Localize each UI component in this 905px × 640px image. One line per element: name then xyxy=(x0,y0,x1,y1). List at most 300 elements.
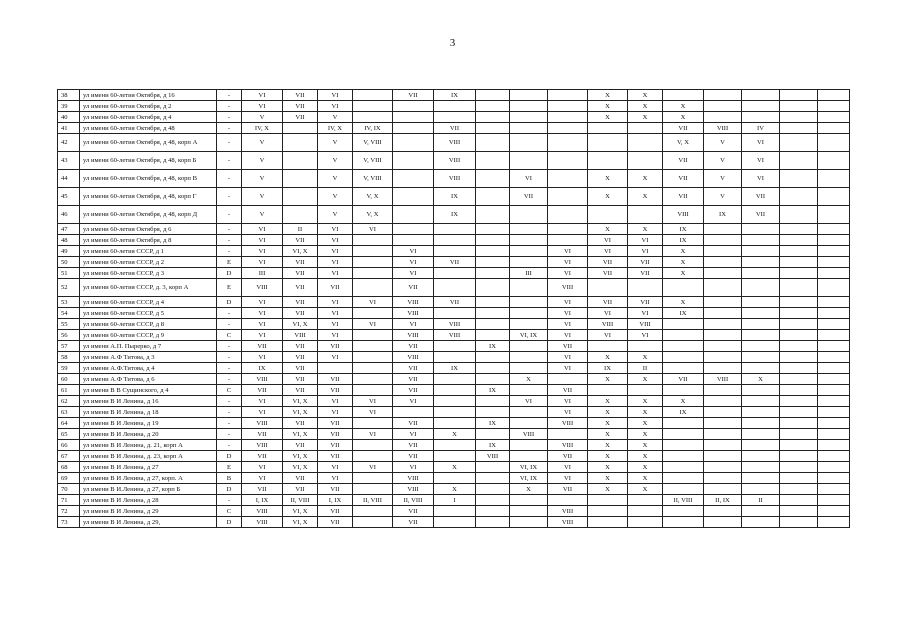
value-cell xyxy=(510,363,548,374)
row-number: 51 xyxy=(58,268,80,279)
address-cell: ул имени 60-летия Октября, д 48, корп Д xyxy=(80,206,217,224)
value-cell xyxy=(742,246,780,257)
value-cell xyxy=(663,341,704,352)
address-cell: ул имени В И Ленина, д 18 xyxy=(80,407,217,418)
value-cell: I, IX xyxy=(318,495,353,506)
value-cell xyxy=(353,268,393,279)
value-cell: VI xyxy=(242,224,283,235)
address-cell: ул имени В И Ленина, д 29 xyxy=(80,506,217,517)
value-cell xyxy=(704,440,742,451)
value-cell: X xyxy=(663,297,704,308)
value-cell: VIII xyxy=(434,330,476,341)
empty-cell xyxy=(818,152,850,170)
value-cell: V xyxy=(242,170,283,188)
empty-cell xyxy=(818,123,850,134)
value-cell: VII xyxy=(742,188,780,206)
empty-cell xyxy=(818,495,850,506)
value-cell: X xyxy=(588,188,628,206)
empty-cell xyxy=(780,257,818,268)
value-cell xyxy=(353,246,393,257)
empty-cell xyxy=(818,429,850,440)
address-cell: ул имени В И Ленина, д 29, xyxy=(80,517,217,528)
value-cell: VI, IX xyxy=(510,462,548,473)
value-cell: VIII xyxy=(393,352,434,363)
value-cell xyxy=(434,374,476,385)
value-cell xyxy=(548,206,588,224)
value-cell: X xyxy=(588,473,628,484)
address-cell: ул имени В И Ленина, д 27, корп. А xyxy=(80,473,217,484)
table-row xyxy=(58,152,850,170)
value-cell: VII xyxy=(242,341,283,352)
value-cell: VII xyxy=(283,484,318,495)
value-cell: I xyxy=(434,495,476,506)
address-cell: ул имени В И Ленина, д 20 xyxy=(80,429,217,440)
value-cell: VII xyxy=(242,429,283,440)
value-cell xyxy=(588,123,628,134)
value-cell: VII xyxy=(393,517,434,528)
value-cell xyxy=(353,374,393,385)
value-cell: VI xyxy=(548,462,588,473)
value-cell xyxy=(704,396,742,407)
value-cell xyxy=(663,517,704,528)
value-cell: - xyxy=(217,206,242,224)
empty-cell xyxy=(818,224,850,235)
value-cell xyxy=(283,170,318,188)
value-cell: X xyxy=(628,396,663,407)
value-cell: X xyxy=(628,418,663,429)
value-cell xyxy=(434,440,476,451)
table-row xyxy=(58,396,850,407)
value-cell xyxy=(510,385,548,396)
value-cell: VI xyxy=(242,101,283,112)
value-cell xyxy=(510,206,548,224)
value-cell: V xyxy=(242,206,283,224)
empty-cell xyxy=(818,363,850,374)
value-cell xyxy=(476,101,510,112)
value-cell: X xyxy=(588,396,628,407)
table-row xyxy=(58,112,850,123)
value-cell: VII xyxy=(548,385,588,396)
value-cell: VII xyxy=(318,440,353,451)
value-cell: - xyxy=(217,134,242,152)
table-row xyxy=(58,363,850,374)
empty-cell xyxy=(818,407,850,418)
value-cell: VI xyxy=(588,235,628,246)
value-cell: IX xyxy=(434,188,476,206)
table-row xyxy=(58,235,850,246)
value-cell xyxy=(510,134,548,152)
value-cell xyxy=(742,257,780,268)
value-cell: V xyxy=(318,170,353,188)
empty-cell xyxy=(818,418,850,429)
value-cell: IX xyxy=(242,363,283,374)
value-cell xyxy=(283,206,318,224)
value-cell: B xyxy=(217,473,242,484)
value-cell: V, X xyxy=(663,134,704,152)
value-cell: VI xyxy=(318,407,353,418)
value-cell: VI, X xyxy=(283,396,318,407)
value-cell: V xyxy=(318,206,353,224)
value-cell: VIII xyxy=(434,152,476,170)
value-cell xyxy=(476,462,510,473)
value-cell: X xyxy=(434,429,476,440)
value-cell: VIII xyxy=(242,418,283,429)
value-cell: IV, IX xyxy=(353,123,393,134)
empty-cell xyxy=(818,170,850,188)
table-row xyxy=(58,188,850,206)
empty-cell xyxy=(818,134,850,152)
value-cell: IX xyxy=(663,224,704,235)
value-cell xyxy=(353,517,393,528)
value-cell xyxy=(434,235,476,246)
value-cell xyxy=(510,297,548,308)
address-cell: ул имени 60-летия Октября, д 16 xyxy=(80,90,217,101)
value-cell: VI xyxy=(242,462,283,473)
value-cell: VII xyxy=(242,484,283,495)
value-cell xyxy=(510,407,548,418)
value-cell: V xyxy=(704,188,742,206)
value-cell: V, X xyxy=(353,188,393,206)
table-row xyxy=(58,495,850,506)
value-cell: VII xyxy=(434,123,476,134)
value-cell: IX xyxy=(434,363,476,374)
empty-cell xyxy=(818,297,850,308)
value-cell xyxy=(704,506,742,517)
value-cell: VI xyxy=(318,257,353,268)
value-cell: - xyxy=(217,407,242,418)
row-number: 71 xyxy=(58,495,80,506)
value-cell: IX xyxy=(704,206,742,224)
value-cell xyxy=(742,268,780,279)
table-row xyxy=(58,319,850,330)
row-number: 54 xyxy=(58,308,80,319)
value-cell xyxy=(393,170,434,188)
empty-cell xyxy=(780,473,818,484)
value-cell: X xyxy=(628,429,663,440)
value-cell: VI xyxy=(510,396,548,407)
value-cell: VII xyxy=(283,268,318,279)
value-cell: D xyxy=(217,268,242,279)
value-cell xyxy=(393,134,434,152)
value-cell: X xyxy=(588,484,628,495)
value-cell: VII xyxy=(318,517,353,528)
value-cell: VIII xyxy=(283,330,318,341)
value-cell: V xyxy=(318,134,353,152)
table-row xyxy=(58,268,850,279)
value-cell xyxy=(434,268,476,279)
value-cell: C xyxy=(217,506,242,517)
address-cell: ул имени 60-летия Октября, д 8 xyxy=(80,235,217,246)
row-number: 68 xyxy=(58,462,80,473)
value-cell xyxy=(434,341,476,352)
row-number: 56 xyxy=(58,330,80,341)
value-cell xyxy=(742,224,780,235)
value-cell xyxy=(704,112,742,123)
value-cell: VII xyxy=(283,385,318,396)
value-cell: X xyxy=(588,451,628,462)
address-cell: ул имени В И Ленина, д 28 xyxy=(80,495,217,506)
value-cell xyxy=(704,352,742,363)
value-cell: - xyxy=(217,352,242,363)
value-cell xyxy=(353,308,393,319)
value-cell: - xyxy=(217,440,242,451)
value-cell: X xyxy=(588,90,628,101)
table-row xyxy=(58,123,850,134)
address-cell: ул имени 60-летия Октября, д 48, корп Г xyxy=(80,188,217,206)
value-cell: VI xyxy=(548,319,588,330)
address-cell: ул имени 60-летия Октября, д 48, корп В xyxy=(80,170,217,188)
address-cell: ул имени В И Ленина, д 19 xyxy=(80,418,217,429)
value-cell xyxy=(548,152,588,170)
value-cell xyxy=(476,374,510,385)
value-cell: VI xyxy=(242,257,283,268)
table-row xyxy=(58,341,850,352)
value-cell: - xyxy=(217,341,242,352)
value-cell: V, VIII xyxy=(353,152,393,170)
row-number: 60 xyxy=(58,374,80,385)
value-cell: VI, X xyxy=(283,246,318,257)
address-cell: ул имени А.Ф Титова, д 3 xyxy=(80,352,217,363)
value-cell: VI xyxy=(353,462,393,473)
value-cell: X xyxy=(628,188,663,206)
value-cell xyxy=(742,101,780,112)
value-cell xyxy=(353,330,393,341)
value-cell xyxy=(476,279,510,297)
empty-cell xyxy=(780,90,818,101)
empty-cell xyxy=(780,134,818,152)
value-cell: - xyxy=(217,235,242,246)
row-number: 59 xyxy=(58,363,80,374)
value-cell: X xyxy=(628,112,663,123)
value-cell xyxy=(663,429,704,440)
row-number: 42 xyxy=(58,134,80,152)
empty-cell xyxy=(818,246,850,257)
value-cell xyxy=(548,90,588,101)
value-cell xyxy=(353,506,393,517)
value-cell xyxy=(434,506,476,517)
value-cell: VI xyxy=(510,170,548,188)
value-cell: X xyxy=(588,170,628,188)
value-cell: VI xyxy=(548,268,588,279)
value-cell: VI xyxy=(242,90,283,101)
value-cell xyxy=(510,152,548,170)
value-cell xyxy=(742,341,780,352)
value-cell: D xyxy=(217,484,242,495)
value-cell: VII xyxy=(283,341,318,352)
row-number: 58 xyxy=(58,352,80,363)
value-cell xyxy=(353,352,393,363)
value-cell: X xyxy=(628,170,663,188)
value-cell: VI xyxy=(548,297,588,308)
value-cell: VI xyxy=(353,396,393,407)
value-cell xyxy=(742,308,780,319)
value-cell: VII xyxy=(588,297,628,308)
value-cell: V xyxy=(242,152,283,170)
value-cell xyxy=(742,484,780,495)
value-cell xyxy=(742,235,780,246)
value-cell: VIII xyxy=(548,440,588,451)
value-cell: VIII xyxy=(663,206,704,224)
value-cell: X xyxy=(628,407,663,418)
value-cell: II xyxy=(742,495,780,506)
value-cell: VI xyxy=(242,407,283,418)
address-cell: ул имени 60-летия СССР, д 8 xyxy=(80,319,217,330)
empty-cell xyxy=(818,396,850,407)
table-row xyxy=(58,385,850,396)
value-cell xyxy=(663,451,704,462)
value-cell xyxy=(353,484,393,495)
address-cell: ул имени 60-летия Октября, д 48 xyxy=(80,123,217,134)
value-cell xyxy=(628,134,663,152)
row-number: 45 xyxy=(58,188,80,206)
value-cell: X xyxy=(628,374,663,385)
empty-cell xyxy=(780,396,818,407)
value-cell: - xyxy=(217,224,242,235)
value-cell: X xyxy=(628,462,663,473)
value-cell xyxy=(393,224,434,235)
value-cell: IX xyxy=(476,341,510,352)
value-cell xyxy=(628,506,663,517)
value-cell: VII xyxy=(318,279,353,297)
row-number: 47 xyxy=(58,224,80,235)
value-cell: VI xyxy=(628,308,663,319)
row-number: 72 xyxy=(58,506,80,517)
value-cell: D xyxy=(217,451,242,462)
empty-cell xyxy=(818,319,850,330)
value-cell: VII xyxy=(663,152,704,170)
empty-cell xyxy=(818,257,850,268)
value-cell xyxy=(704,341,742,352)
value-cell: X xyxy=(588,224,628,235)
value-cell: VI xyxy=(318,246,353,257)
address-cell: ул имени 60-летия СССР, д 1 xyxy=(80,246,217,257)
address-cell: ул имени А.П. Пырерко, д 7 xyxy=(80,341,217,352)
value-cell xyxy=(476,224,510,235)
table-row xyxy=(58,170,850,188)
value-cell xyxy=(510,517,548,528)
value-cell xyxy=(434,407,476,418)
empty-cell xyxy=(818,506,850,517)
row-number: 57 xyxy=(58,341,80,352)
value-cell: VI xyxy=(742,152,780,170)
value-cell: - xyxy=(217,101,242,112)
value-cell: - xyxy=(217,495,242,506)
value-cell xyxy=(476,170,510,188)
value-cell: VIII xyxy=(434,170,476,188)
value-cell xyxy=(476,407,510,418)
value-cell xyxy=(742,385,780,396)
value-cell: VII xyxy=(393,451,434,462)
value-cell xyxy=(663,418,704,429)
table-row xyxy=(58,206,850,224)
value-cell xyxy=(434,473,476,484)
value-cell: VI xyxy=(393,268,434,279)
empty-cell xyxy=(818,101,850,112)
value-cell: X xyxy=(588,440,628,451)
value-cell xyxy=(588,495,628,506)
value-cell: VII xyxy=(283,363,318,374)
value-cell: VII xyxy=(283,374,318,385)
value-cell xyxy=(742,363,780,374)
value-cell xyxy=(476,246,510,257)
row-number: 63 xyxy=(58,407,80,418)
address-cell: ул имени В И Ленина, д. 21, корп А xyxy=(80,440,217,451)
value-cell: X xyxy=(628,484,663,495)
value-cell: III xyxy=(510,268,548,279)
value-cell xyxy=(628,385,663,396)
table-row xyxy=(58,297,850,308)
value-cell xyxy=(476,308,510,319)
empty-cell xyxy=(818,279,850,297)
table-row xyxy=(58,429,850,440)
value-cell: VI xyxy=(242,319,283,330)
empty-cell xyxy=(818,235,850,246)
value-cell xyxy=(548,429,588,440)
value-cell: V, VIII xyxy=(353,134,393,152)
value-cell xyxy=(476,517,510,528)
value-cell xyxy=(393,123,434,134)
empty-cell xyxy=(780,268,818,279)
address-cell: ул имени 60-летия СССР, д 3 xyxy=(80,268,217,279)
value-cell: V xyxy=(318,188,353,206)
value-cell xyxy=(704,407,742,418)
address-cell: ул имени 60-летия Октября, д 2 xyxy=(80,101,217,112)
row-number: 53 xyxy=(58,297,80,308)
table-row xyxy=(58,517,850,528)
value-cell xyxy=(628,123,663,134)
empty-cell xyxy=(780,385,818,396)
value-cell xyxy=(434,352,476,363)
value-cell: III xyxy=(242,268,283,279)
empty-cell xyxy=(780,170,818,188)
value-cell: IV xyxy=(742,123,780,134)
value-cell xyxy=(628,279,663,297)
value-cell: X xyxy=(588,407,628,418)
table-row xyxy=(58,330,850,341)
value-cell: VI xyxy=(548,257,588,268)
value-cell xyxy=(510,451,548,462)
table-row xyxy=(58,484,850,495)
value-cell: VIII xyxy=(704,374,742,385)
value-cell: VI xyxy=(588,330,628,341)
row-number: 48 xyxy=(58,235,80,246)
value-cell xyxy=(476,134,510,152)
table-row xyxy=(58,352,850,363)
value-cell xyxy=(318,363,353,374)
value-cell xyxy=(663,330,704,341)
table-row xyxy=(58,451,850,462)
empty-cell xyxy=(780,112,818,123)
value-cell xyxy=(663,506,704,517)
empty-cell xyxy=(780,101,818,112)
empty-cell xyxy=(780,319,818,330)
value-cell xyxy=(353,279,393,297)
value-cell xyxy=(434,101,476,112)
value-cell: X xyxy=(628,101,663,112)
value-cell xyxy=(510,308,548,319)
value-cell xyxy=(510,352,548,363)
value-cell: - xyxy=(217,123,242,134)
value-cell: VI xyxy=(318,396,353,407)
value-cell: VII xyxy=(393,385,434,396)
value-cell: VIII xyxy=(242,506,283,517)
value-cell: VII xyxy=(393,374,434,385)
value-cell: X xyxy=(663,257,704,268)
value-cell xyxy=(704,484,742,495)
value-cell: VIII xyxy=(704,123,742,134)
empty-cell xyxy=(818,206,850,224)
value-cell: - xyxy=(217,170,242,188)
